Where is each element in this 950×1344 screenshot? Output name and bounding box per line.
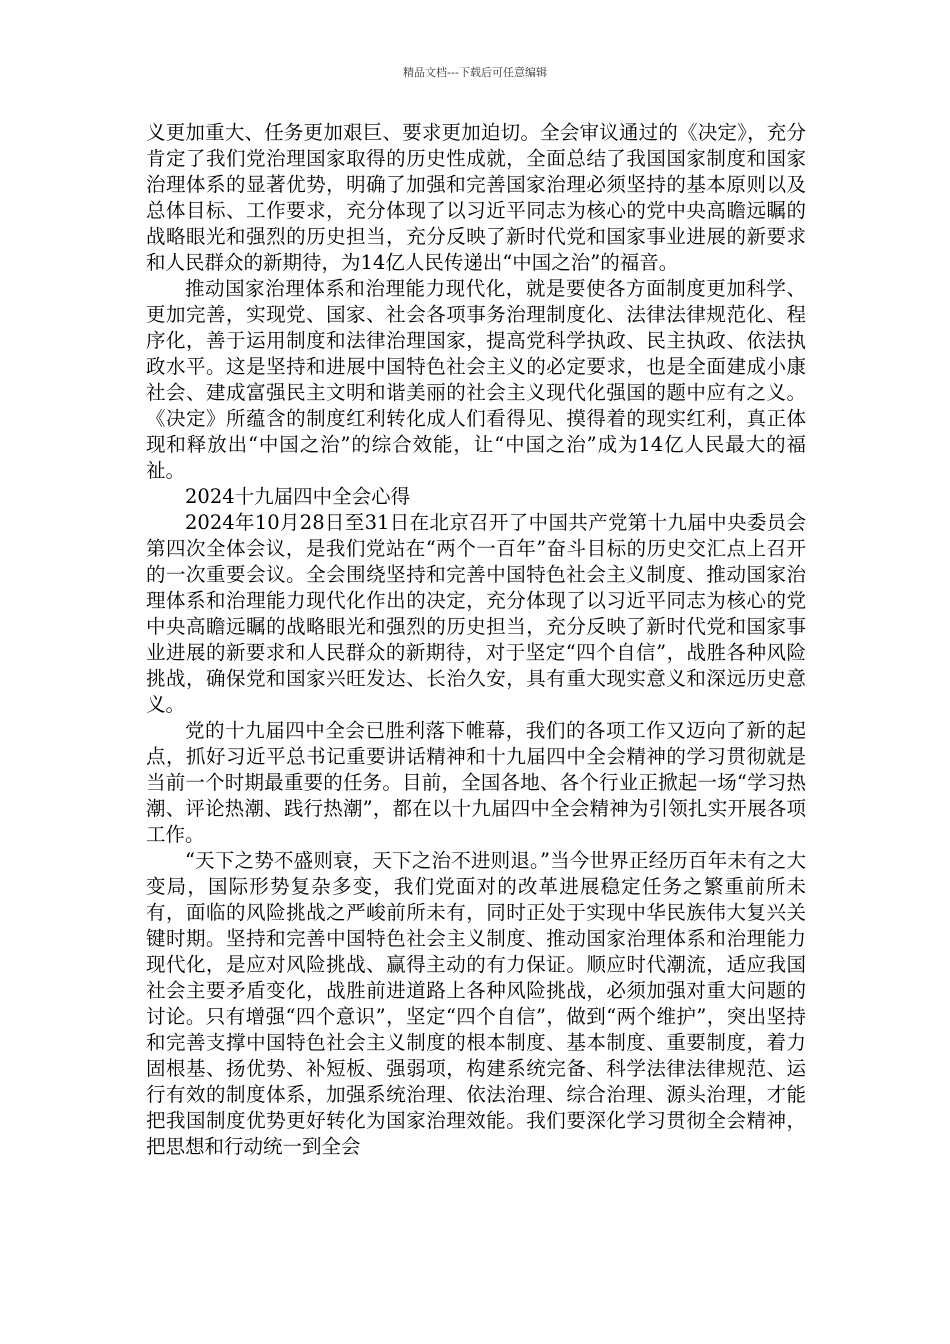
paragraph: 推动国家治理体系和治理能力现代化，就是要使各方面制度更加科学、更加完善，实现党、国家、社会各项事务治理制度化、法律法律规范化、程序化，善于运用制度和法律治理国家，提高党科学执政、民主执政、依法执政水平。这是坚持和进展中国特色社会主义的必定要求，也是全面建成小康社会、建成富强民主文明和谐美丽的社会主义现代化强国的题中应有之义。《决定》所蕴含的制度红利转化成人们看得见、摸得着的现实红利，真正体现和释放出“中国之治”的综合效能，让“中国之治”成为14亿人民最大的福祉。 [146, 277, 806, 482]
document-body [146, 120, 806, 1160]
paragraph: “天下之势不盛则衰，天下之治不进则退。”当今世界正经历百年未有之大变局，国际形势复杂多变，我们党面对的改革进展稳定任务之繁重前所未有，面临的风险挑战之严峻前所未有，同时正处于实现中华民族伟大复兴关键时期。坚持和完善中国特色社会主义制度、推动国家治理体系和治理能力现代化，是应对风险挑战、赢得主动的有力保证。顺应时代潮流，适应我国社会主要矛盾变化，战胜前进道路上各种风险挑战，必须加强对重大问题的讨论。只有增强“四个意识”，坚定“四个自信”，做到“两个维护”，突出坚持和完善支撑中国特色社会主义制度的根本制度、基本制度、重要制度，着力固根基、扬优势、补短板、强弱项，构建系统完备、科学法律法律规范、运行有效的制度体系，加强系统治理、依法治理、综合治理、源头治理，才能把我国制度优势更好转化为国家治理效能。我们要深化学习贯彻全会精神，把思想和行动统一到全会 [146, 849, 806, 1158]
section-title: 2024十九届四中全会心得 [185, 485, 411, 508]
page-header: 精品文档---下载后可任意编辑 [403, 66, 547, 79]
paragraph-continued: 义更加重大、任务更加艰巨、要求更加迫切。全会审议通过的《决定》，充分肯定了我们党治理国家取得的历史性成就，全面总结了我国国家制度和国家治理体系的显著优势，明确了加强和完善国家治理必须坚持的基本原则以及总体目标、工作要求，充分体现了以习近平同志为核心的党中央高瞻远瞩的战略眼光和强烈的历史担当，充分反映了新时代党和国家事业进展的新要求和人民群众的新期待，为14亿人民传递出“中国之治”的福音。 [146, 121, 806, 274]
paragraph: 党的十九届四中全会已胜利落下帷幕，我们的各项工作又迈向了新的起点，抓好习近平总书记重要讲话精神和十九届四中全会精神的学习贯彻就是当前一个时期最重要的任务。目前，全国各地、各个行业正掀起一场“学习热潮、评论热潮、践行热潮”，都在以十九届四中全会精神为引领扎实开展各项工作。 [146, 719, 806, 846]
paragraph: 2024年10月28日至31日在北京召开了中国共产党第十九届中央委员会第四次全体会议，是我们党站在“两个一百年”奋斗目标的历史交汇点上召开的一次重要会议。全会围绕坚持和完善中国特色社会主义制度、推动国家治理体系和治理能力现代化作出的决定，充分体现了以习近平同志为核心的党中央高瞻远瞩的战略眼光和强烈的历史担当，充分反映了新时代党和国家事业进展的新要求和人民群众的新期待，对于坚定“四个自信”，战胜各种风险挑战，确保党和国家兴旺发达、长治久安，具有重大现实意义和深远历史意义。 [146, 511, 806, 716]
